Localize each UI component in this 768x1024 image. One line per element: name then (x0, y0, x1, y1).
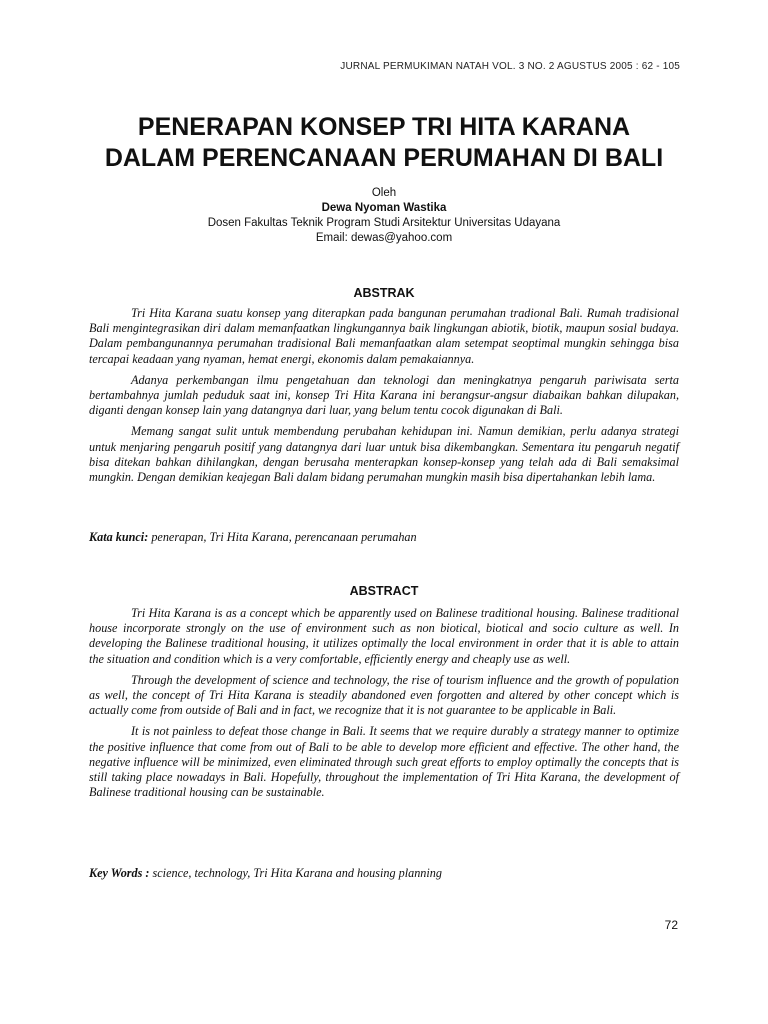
key-words-label: Key Words : (89, 866, 150, 880)
page-number: 72 (664, 918, 678, 932)
by-label: Oleh (371, 187, 397, 199)
journal-header: JURNAL PERMUKIMAN NATAH VOL. 3 NO. 2 AGUSTUS 2005 : 62 - 105 (340, 61, 680, 72)
abstrak-paragraph-3: Memang sangat sulit untuk membendung perubahan kehidupan ini. Namun demikian, perlu adanya strategi untuk menjaring pengaruh positif yang datangnya dari luar untuk bisa dikembangkan. Sementara itu pengaruh negatif bisa ditekan bahkan dihilangkan, dengan berusaha menterapkan konsep-konsep yang telah ada di Bali semaksimal mungkin. Dengan demikian keajegan Bali dalam bidang perumahan mungkin masih bisa dipertahankan lebih lama. (89, 424, 679, 485)
author-affiliation: Dosen Fakultas Teknik Program Studi Arsitektur Universitas Udayana (207, 217, 561, 229)
abstrak-body (89, 306, 679, 491)
kata-kunci (89, 530, 679, 545)
abstract-body (89, 606, 679, 806)
paper-title (0, 112, 768, 174)
abstract-paragraph-3: It is not painless to defeat those change in Bali. It seems that we require durably a strategy manner to optimize the positive influence that come from out of Bali to be able to develop more efficient and effective. The other hand, the negative influence will be minimized, even eliminated through such great efforts to employ optimally the concepts that is still taking place nowadays in Bali. Hopefully, throughout the implementation of Tri Hita Karana, the development of Balinese traditional housing can be sustainable. (89, 724, 679, 800)
abstract-paragraph-1: Tri Hita Karana is as a concept which be apparently used on Balinese traditional housing. Balinese traditional house incorporate strongly on the use of environment such as non biotical, biotical and socio culture as well. In developing the Balinese traditional housing, it utilizes optimally the local environment in order that it is able to attain the situation and condition which is a very comfortable, efficiently energy and cheaply use as well. (89, 606, 679, 666)
title-line-1: PENERAPAN KONSEP TRI HITA KARANA (137, 113, 631, 141)
key-words (89, 866, 679, 881)
kata-kunci-text: penerapan, Tri Hita Karana, perencanaan perumahan (148, 530, 417, 544)
abstrak-paragraph-1: Tri Hita Karana suatu konsep yang diterapkan pada bangunan perumahan tradional Bali. Rumah tradisional Bali mengintegrasikan diri dalam memanfaatkan lingkungannya baik lingkungan abiotik, biotik, maupun sosial budaya. Dalam pembangunannya perumahan tradisional Bali memanfaatkan alam setempat seoptimal mungkin sehingga bisa tercapai keadaan yang nyaman, hemat energi, ekonomis dalam pemakaiannya. (89, 306, 679, 366)
title-line-2: DALAM PERENCANAAN PERUMAHAN DI BALI (104, 144, 664, 172)
author-name: Dewa Nyoman Wastika (321, 202, 447, 214)
key-words-text: science, technology, Tri Hita Karana and housing planning (149, 866, 442, 880)
author-block (0, 186, 768, 246)
abstrak-paragraph-2: Adanya perkembangan ilmu pengetahuan dan teknologi dan meningkatnya pengaruh pariwisata serta bertambahnya jumlah peduduk saat ini, konsep Tri Hita Karana ini berangsur-angsur diabaikan bahkan dilupakan, diganti dengan konsep lain yang datangnya dari luar, yang belum tentu cocok digunakan di Bali. (89, 372, 679, 418)
kata-kunci-label: Kata kunci: (89, 530, 149, 544)
abstract-paragraph-2: Through the development of science and technology, the rise of tourism influence and the growth of population as well, the concept of Tri Hita Karana is steadily abandoned even forgotten and altered by other concept which is actually come from outside of Bali and in fact, we recognize that it is not guarantee to be applicable in Bali. (89, 672, 679, 718)
author-email: Email: dewas@yahoo.com (315, 232, 453, 244)
abstract-heading: ABSTRACT (349, 584, 419, 598)
abstrak-heading: ABSTRAK (353, 286, 415, 300)
